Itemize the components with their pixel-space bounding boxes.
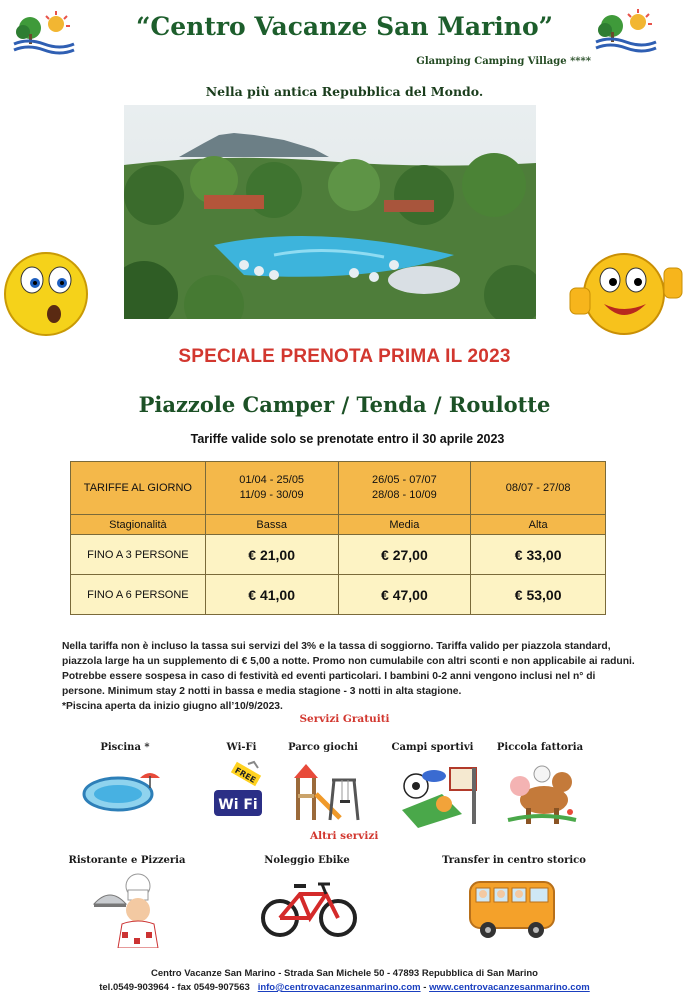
season-alta: Alta [471, 515, 606, 535]
footer-contacts [0, 982, 689, 993]
subtitle: Glamping Camping Village **** [416, 56, 591, 67]
note-line: Nella tariffa non è incluso la tassa sui servizi del 3% e la tassa di soggiorno. Tariffa valido per piazzola standard, [62, 641, 611, 652]
free-services-title: Servizi Gratuiti [299, 713, 390, 725]
bicycle-icon [260, 878, 358, 940]
period-bassa: 01/04 - 25/05 11/09 - 30/09 [205, 462, 338, 515]
footer-separator: - [420, 982, 430, 993]
pool-icon [80, 766, 164, 814]
bus-icon [466, 876, 558, 942]
price-cell: € 21,00 [205, 535, 338, 575]
farm-animals-icon [506, 760, 578, 826]
wifi-text: Wi Fi [218, 797, 258, 813]
website-link[interactable]: www.centrovacanzesanmarino.com [429, 982, 590, 993]
service-label-restaurant: Ristorante e Pizzeria [68, 855, 186, 866]
price-cell: € 41,00 [205, 575, 338, 615]
footer-address: Centro Vacanze San Marino - Strada San Michele 50 - 47893 Repubblica di San Marino [151, 968, 538, 979]
sports-fields-icon [398, 764, 480, 828]
note-line: Potrebbe essere sospesa in caso di festività ed eventi particolari. I bambini 0-2 anni vengono inclusi nel n° di [62, 671, 596, 682]
table-row [71, 535, 606, 575]
campsite-photo [124, 105, 536, 319]
rates-table [70, 461, 606, 615]
period-media: 26/05 - 07/07 28/08 - 10/09 [338, 462, 471, 515]
note-line: *Piscina aperta da inizio giugno all’10/9/2023. [62, 701, 283, 712]
wifi-free-badge: FREE [233, 765, 258, 785]
rates-corner: TARIFFE AL GIORNO [71, 462, 206, 515]
price-cell: € 47,00 [338, 575, 471, 615]
row-label: FINO A 3 PERSONE [71, 535, 206, 575]
price-cell: € 33,00 [471, 535, 606, 575]
season-label: Stagionalità [71, 515, 206, 535]
price-cell: € 27,00 [338, 535, 471, 575]
other-services-title: Altri servizi [310, 830, 379, 842]
footer-phones: tel.0549-903964 - fax 0549-907563 [99, 982, 250, 993]
promo-headline: SPECIALE PRENOTA PRIMA IL 2023 [178, 346, 511, 367]
season-bassa: Bassa [205, 515, 338, 535]
pitch-types: Piazzole Camper / Tenda / Roulotte [138, 392, 551, 417]
price-cell: € 53,00 [471, 575, 606, 615]
table-row [71, 575, 606, 615]
wifi-icon [210, 760, 266, 820]
service-label-transfer: Transfer in centro storico [442, 855, 586, 866]
thumbs-up-emoji-icon [568, 246, 686, 342]
email-link[interactable]: info@centrovacanzesanmarino.com [257, 982, 421, 993]
service-label-wifi: Wi-Fi [226, 742, 257, 753]
validity-note: Tariffe valide solo se prenotate entro il 30 aprile 2023 [190, 432, 505, 446]
season-row [71, 515, 606, 535]
row-label: FINO A 6 PERSONE [71, 575, 206, 615]
note-line: piazzola large ha un supplemento di € 5,00 a notte. Promo non cumulabile con altri sconti e non applicabile ai raduni. [62, 656, 635, 667]
playground-icon [288, 760, 360, 824]
period-alta: 08/07 - 27/08 [471, 462, 606, 515]
rates-header-row [71, 462, 606, 515]
terms-notes [62, 639, 662, 714]
service-label-sports: Campi sportivi [391, 742, 474, 753]
service-label-pool: Piscina * [100, 742, 150, 753]
chef-icon [92, 872, 164, 948]
service-label-ebike: Noleggio Ebike [264, 855, 350, 866]
page-title: “Centro Vacanze San Marino” [135, 12, 554, 41]
surprised-emoji-icon [2, 250, 90, 340]
service-label-farm: Piccola fattoria [496, 742, 584, 753]
service-label-playground: Parco giochi [288, 742, 358, 753]
season-media: Media [338, 515, 471, 535]
note-line: persone. Minimum stay 2 notti in bassa e media stagione - 3 notti in alta stagione. [62, 686, 462, 697]
tagline: Nella più antica Repubblica del Mondo. [205, 84, 484, 99]
